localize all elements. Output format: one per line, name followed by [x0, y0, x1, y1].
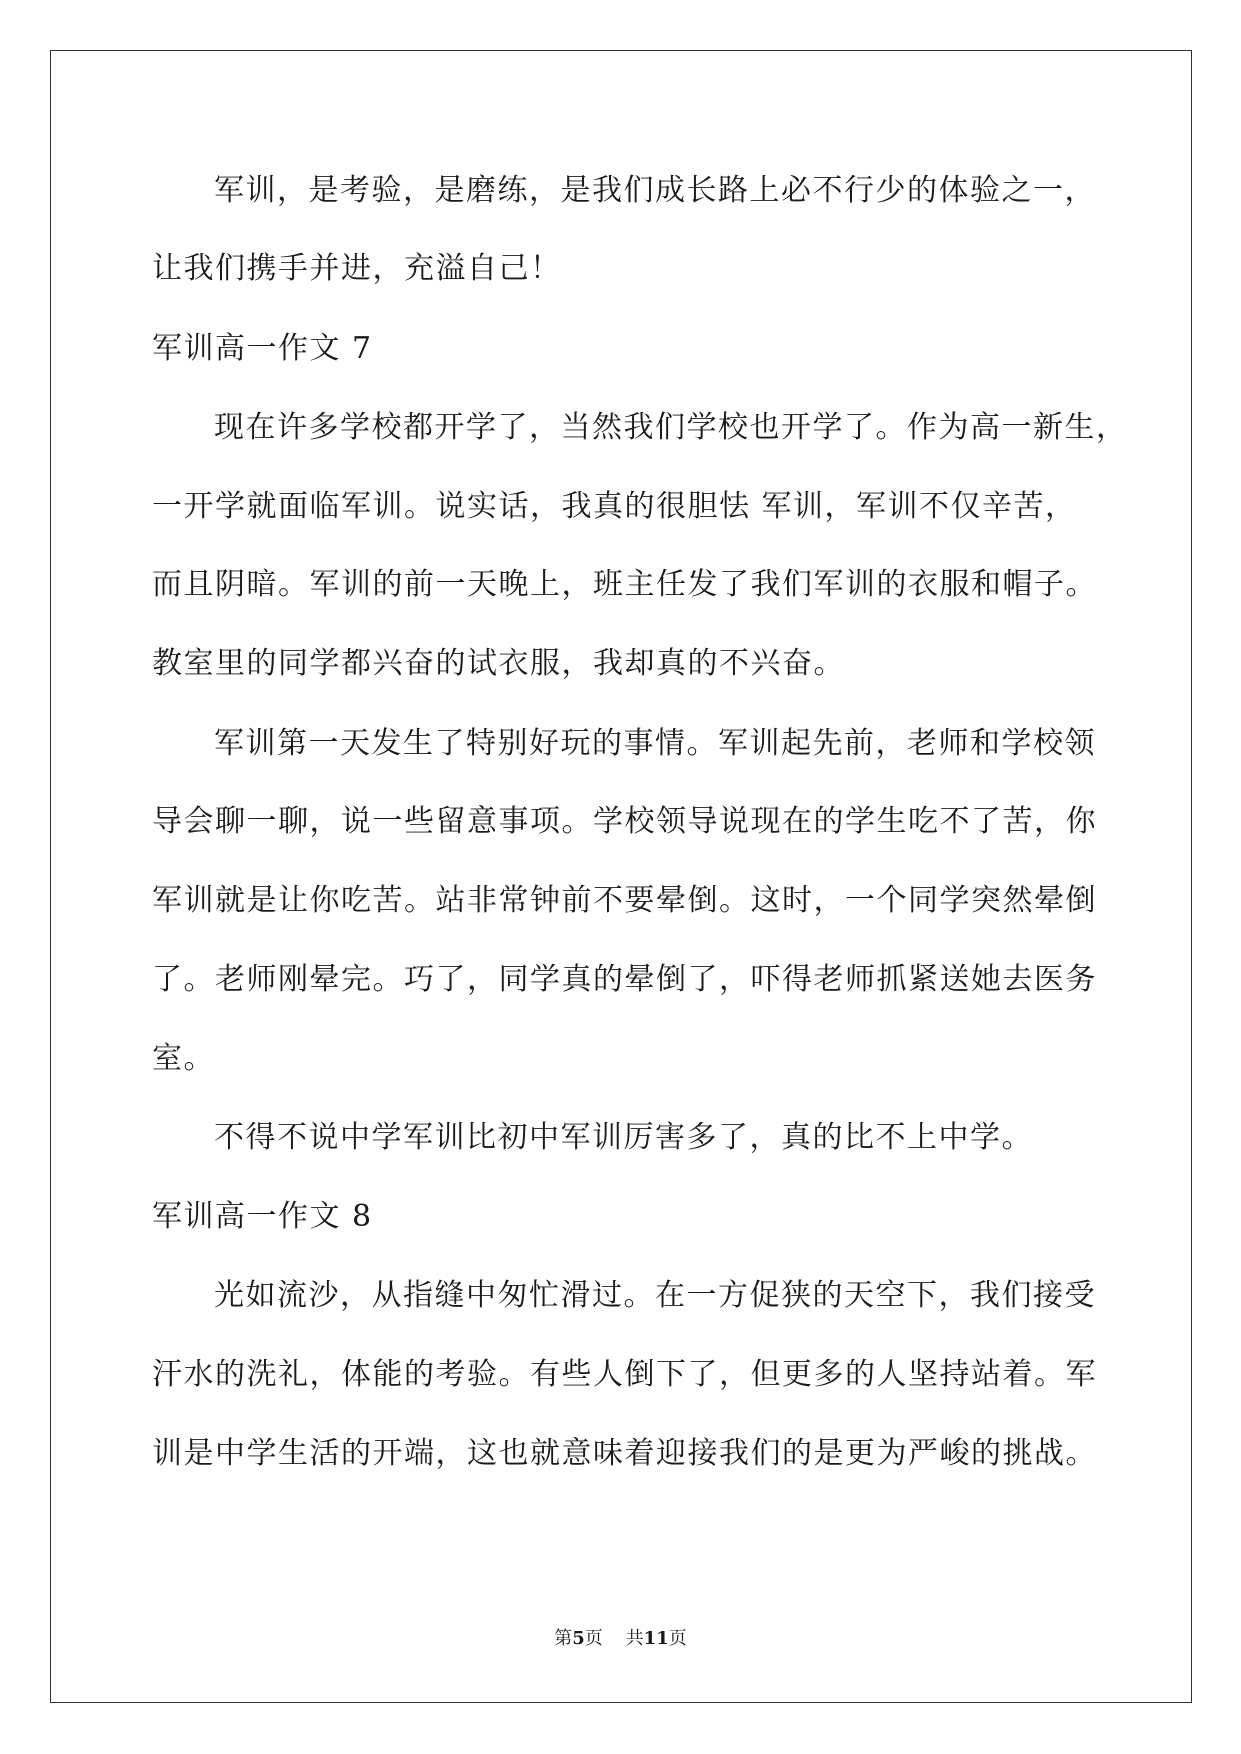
paragraph-line: 军训就是让你吃苦。站非常钟前不要晕倒。这时，一个同学突然晕倒 — [152, 883, 1097, 918]
paragraph-line: 了。老师刚晕完。巧了，同学真的晕倒了，吓得老师抓紧送她去医务 — [152, 962, 1097, 997]
total-pages-number: 11 — [643, 1628, 669, 1649]
current-page-number: 5 — [572, 1628, 585, 1649]
total-prefix: 共 — [625, 1628, 644, 1649]
paragraph-line: 室。 — [152, 1041, 215, 1076]
paragraph-line: 汗水的洗礼，体能的考验。有些人倒下了，但更多的人坚持站着。军 — [152, 1357, 1097, 1392]
paragraph-line: 光如流沙，从指缝中匆忙滑过。在一方促狭的天空下，我们接受 — [214, 1278, 1096, 1313]
section-heading: 军训高一作文 8 — [152, 1199, 373, 1234]
page-footer — [0, 1628, 1241, 1650]
paragraph-line: 现在许多学校都开学了，当然我们学校也开学了。作为高一新生， — [214, 410, 1128, 445]
section-heading: 军训高一作文 7 — [152, 331, 373, 366]
paragraph-line: 一开学就面临军训。说实话，我真的很胆怯 军训，军训不仅辛苦， — [152, 489, 1077, 524]
paragraph-line: 导会聊一聊，说一些留意事项。学校领导说现在的学生吃不了苦，你 — [152, 804, 1097, 839]
paragraph-line: 军训，是考验，是磨练，是我们成长路上必不行少的体验之一， — [214, 173, 1096, 208]
paragraph-line: 训是中学生活的开端，这也就意味着迎接我们的是更为严峻的挑战。 — [152, 1436, 1097, 1471]
paragraph-line: 不得不说中学军训比初中军训厉害多了，真的比不上中学。 — [214, 1120, 1033, 1155]
page-suffix: 页 — [584, 1628, 603, 1649]
page-prefix: 第 — [554, 1628, 573, 1649]
paragraph-line: 军训第一天发生了特别好玩的事情。军训起先前，老师和学校领 — [214, 726, 1096, 761]
paragraph-line: 教室里的同学都兴奋的试衣服，我却真的不兴奋。 — [152, 646, 845, 681]
total-suffix: 页 — [668, 1628, 687, 1649]
paragraph-line: 而且阴暗。军训的前一天晚上，班主任发了我们军训的衣服和帽子。 — [152, 567, 1097, 602]
paragraph-line: 让我们携手并进，充溢自己！ — [152, 251, 562, 286]
